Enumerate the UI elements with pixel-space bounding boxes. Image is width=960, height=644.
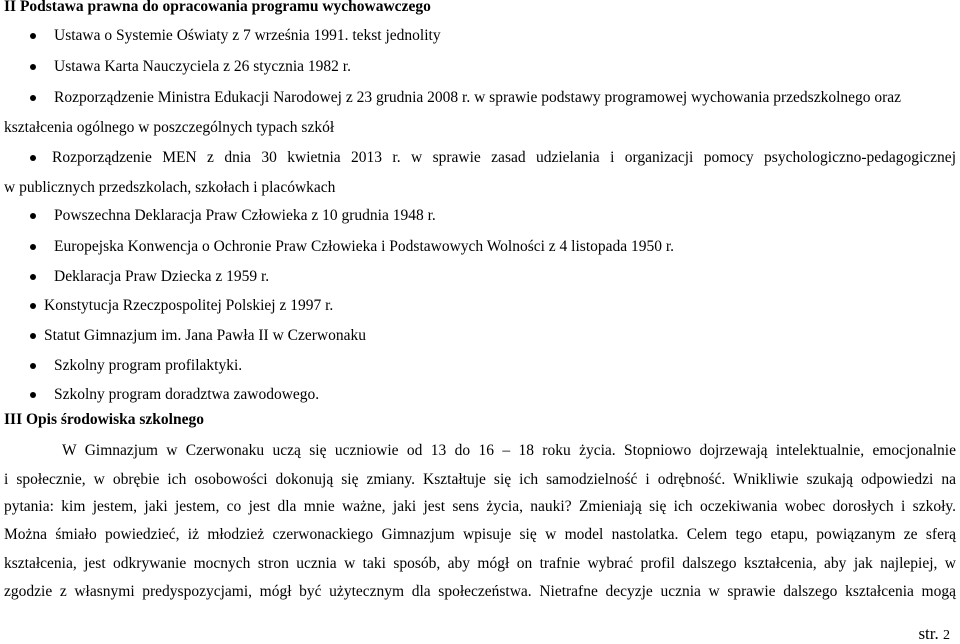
bullet-icon — [30, 213, 36, 219]
list-item-text: Europejska Konwencja o Ochronie Praw Człowieka i Podstawowych Wolności z 4 listopada 1950 r. — [54, 238, 675, 255]
bullet-icon — [30, 333, 36, 339]
list-item-continuation: kształcenia ogólnego w poszczególnych typach szkół — [4, 119, 335, 136]
list-item-text: Deklaracja Praw Dziecka z 1959 r. — [54, 268, 270, 285]
section-2-heading: II Podstawa prawna do opracowania programu wychowawczego — [4, 0, 431, 15]
bullet-icon — [30, 274, 36, 280]
page-number-prefix: str. — [918, 624, 939, 643]
page-number-value: 2 — [943, 628, 950, 643]
paragraph-line: kształcenia, jest odkrywanie mocnych stron ucznia w taki sposób, aby mógł on trafnie wybrać profil dalszego kształcenia, aby jak najlepiej, w — [4, 555, 956, 572]
bullet-icon — [30, 392, 36, 398]
paragraph-line: zgodzie z własnymi predyspozycjami, mógł być użytecznym dla społeczeństwa. Nietrafne decyzje ucznia w sprawie dalszego kształcenia mogą — [4, 583, 956, 600]
list-item-continuation: w publicznych przedszkolach, szkołach i placówkach — [4, 179, 336, 196]
paragraph-line: W Gimnazjum w Czerwonaku uczą się uczniowie od 13 do 16 – 18 roku życia. Stopniowo dojrzewają intelektualnie, emocjonalnie — [62, 442, 956, 459]
bullet-icon — [30, 95, 36, 101]
list-item-text: Powszechna Deklaracja Praw Człowieka z 10 grudnia 1948 r. — [54, 207, 436, 224]
bullet-icon — [30, 303, 36, 309]
bullet-icon — [30, 33, 36, 39]
bullet-icon — [30, 64, 36, 70]
list-item-text: Rozporządzenie MEN z dnia 30 kwietnia 2013 r. w sprawie zasad udzielania i organizacji pomocy psychologiczno-pedagogicznej — [52, 149, 956, 166]
list-item-text: Ustawa Karta Nauczyciela z 26 stycznia 1982 r. — [54, 58, 351, 75]
list-item-text: Statut Gimnazjum im. Jana Pawła II w Czerwonaku — [44, 327, 366, 344]
paragraph-line: i społecznie, w obrębie ich osobowości dokonują się zmiany. Kształtuje się ich samodzielność i odrębność. Wnikliwie szukają odpowiedzi na — [4, 471, 956, 488]
list-item-text: Szkolny program profilaktyki. — [54, 357, 243, 374]
bullet-icon — [30, 363, 36, 369]
paragraph-line: Można śmiało powiedzieć, iż młodzież czerwonackiego Gimnazjum wpisuje się w model nastolatka. Celem tego etapu, powiązanym ze sferą — [4, 526, 956, 543]
list-item-text: Konstytucja Rzeczpospolitej Polskiej z 1997 r. — [44, 297, 334, 314]
list-item-text: Szkolny program doradztwa zawodowego. — [54, 386, 320, 403]
section-3-heading: III Opis środowiska szkolnego — [4, 411, 204, 428]
list-item-text: Rozporządzenie Ministra Edukacji Narodowej z 23 grudnia 2008 r. w sprawie podstawy programowej wychowania przedszkolnego oraz — [54, 89, 902, 106]
list-item-text: Ustawa o Systemie Oświaty z 7 września 1991. tekst jednolity — [54, 27, 441, 44]
bullet-icon — [30, 155, 36, 161]
paragraph-line: pytania: kim jestem, jaki jestem, co jest dla mnie ważne, jaki jest sens życia, nauki? Zmieniają się ich oczekiwania wobec dorosłych i szkoły. — [4, 498, 956, 515]
page-number — [918, 624, 950, 644]
bullet-icon — [30, 244, 36, 250]
